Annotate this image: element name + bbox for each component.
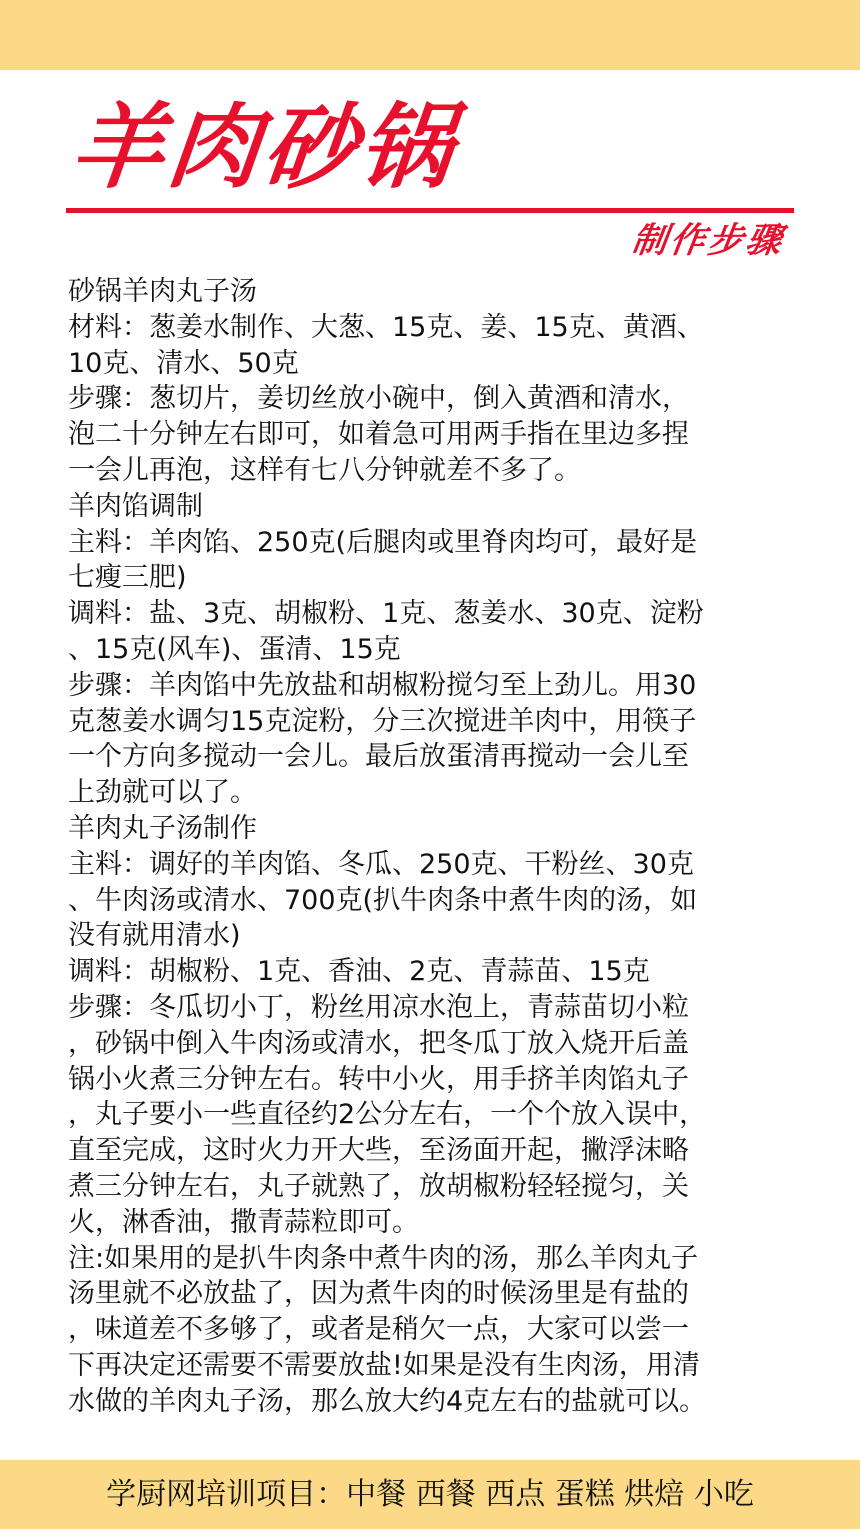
recipe-content: [68, 274, 788, 1420]
text-line: 火，淋香油，撒青蒜粒即可。: [68, 1206, 419, 1238]
text-line: 主料：羊肉馅、250克(后腿肉或里脊肉均可，最好是: [68, 526, 698, 558]
text-line: 、15克(风车)、蛋清、15克: [68, 633, 401, 665]
page-subtitle: 制作步骤: [629, 221, 787, 261]
text-line: 步骤：冬瓜切小丁，粉丝用凉水泡上，青蒜苗切小粒: [68, 991, 689, 1023]
section-heading: 砂锅羊肉丸子汤: [68, 276, 257, 307]
text-line: 上劲就可以了。: [68, 777, 257, 809]
text-line: 步骤：羊肉馅中先放盐和胡椒粉搅匀至上劲儿。用30: [68, 669, 697, 701]
section-heading: 羊肉丸子汤制作: [68, 812, 257, 844]
text-line: 煮三分钟左右，丸子就熟了，放胡椒粉轻轻搅匀，关: [68, 1170, 689, 1202]
text-line: 、牛肉汤或清水、700克(扒牛肉条中煮牛肉的汤，如: [68, 884, 698, 916]
note-line: ，味道差不多够了，或者是稍欠一点，大家可以尝一: [68, 1314, 689, 1346]
note-line: 下再决定还需要不需要放盐!如果是没有生肉汤，用清: [68, 1349, 700, 1381]
note-line: 汤里就不必放盐了，因为煮牛肉的时候汤里是有盐的: [68, 1278, 689, 1310]
page-title: 羊肉砂锅: [66, 94, 462, 201]
text-line: 10克、清水、50克: [68, 347, 299, 379]
text-line: 主料：调好的羊肉馅、冬瓜、250克、干粉丝、30克: [68, 848, 694, 880]
text-line: 材料：葱姜水制作、大葱、15克、姜、15克、黄酒、: [68, 311, 704, 343]
text-line: ，丸子要小一些直径约2公分左右，一个个放入误中，: [68, 1099, 707, 1131]
text-line: 一个方向多搅动一会儿。最后放蛋清再搅动一会儿至: [68, 741, 689, 773]
text-line: 锅小火煮三分钟左右。转中小火，用手挤羊肉馅丸子: [68, 1063, 689, 1095]
text-line: 没有就用清水): [68, 920, 241, 952]
section-heading: 羊肉馅调制: [68, 490, 203, 522]
footer-text: 学厨网培训项目：中餐 西餐 西点 蛋糕 烘焙 小吃: [106, 1477, 754, 1512]
text-line: 直至完成，这时火力开大些，至汤面开起，撇浮沫略: [68, 1135, 689, 1167]
text-line: 调料：胡椒粉、1克、香油、2克、青蒜苗、15克: [68, 956, 650, 988]
text-line: 调料：盐、3克、胡椒粉、1克、葱姜水、30克、淀粉: [68, 598, 704, 630]
note-line: 水做的羊肉丸子汤，那么放大约4克左右的盐就可以。: [68, 1385, 707, 1417]
text-line: 七瘦三肥): [68, 562, 187, 594]
text-line: ，砂锅中倒入牛肉汤或清水，把冬瓜丁放入烧开后盖: [68, 1027, 689, 1059]
title-underline: [66, 208, 794, 213]
top-banner: [0, 0, 860, 70]
text-line: 泡二十分钟左右即可，如着急可用两手指在里边多捏: [68, 419, 689, 451]
text-line: 一会儿再泡，这样有七八分钟就差不多了。: [68, 454, 581, 486]
text-line: 克葱姜水调匀15克淀粉，分三次搅进羊肉中，用筷子: [68, 705, 697, 737]
note-line: 注:如果用的是扒牛肉条中煮牛肉的汤，那么羊肉丸子: [68, 1242, 699, 1274]
text-line: 步骤：葱切片，姜切丝放小碗中，倒入黄酒和清水，: [68, 383, 689, 415]
